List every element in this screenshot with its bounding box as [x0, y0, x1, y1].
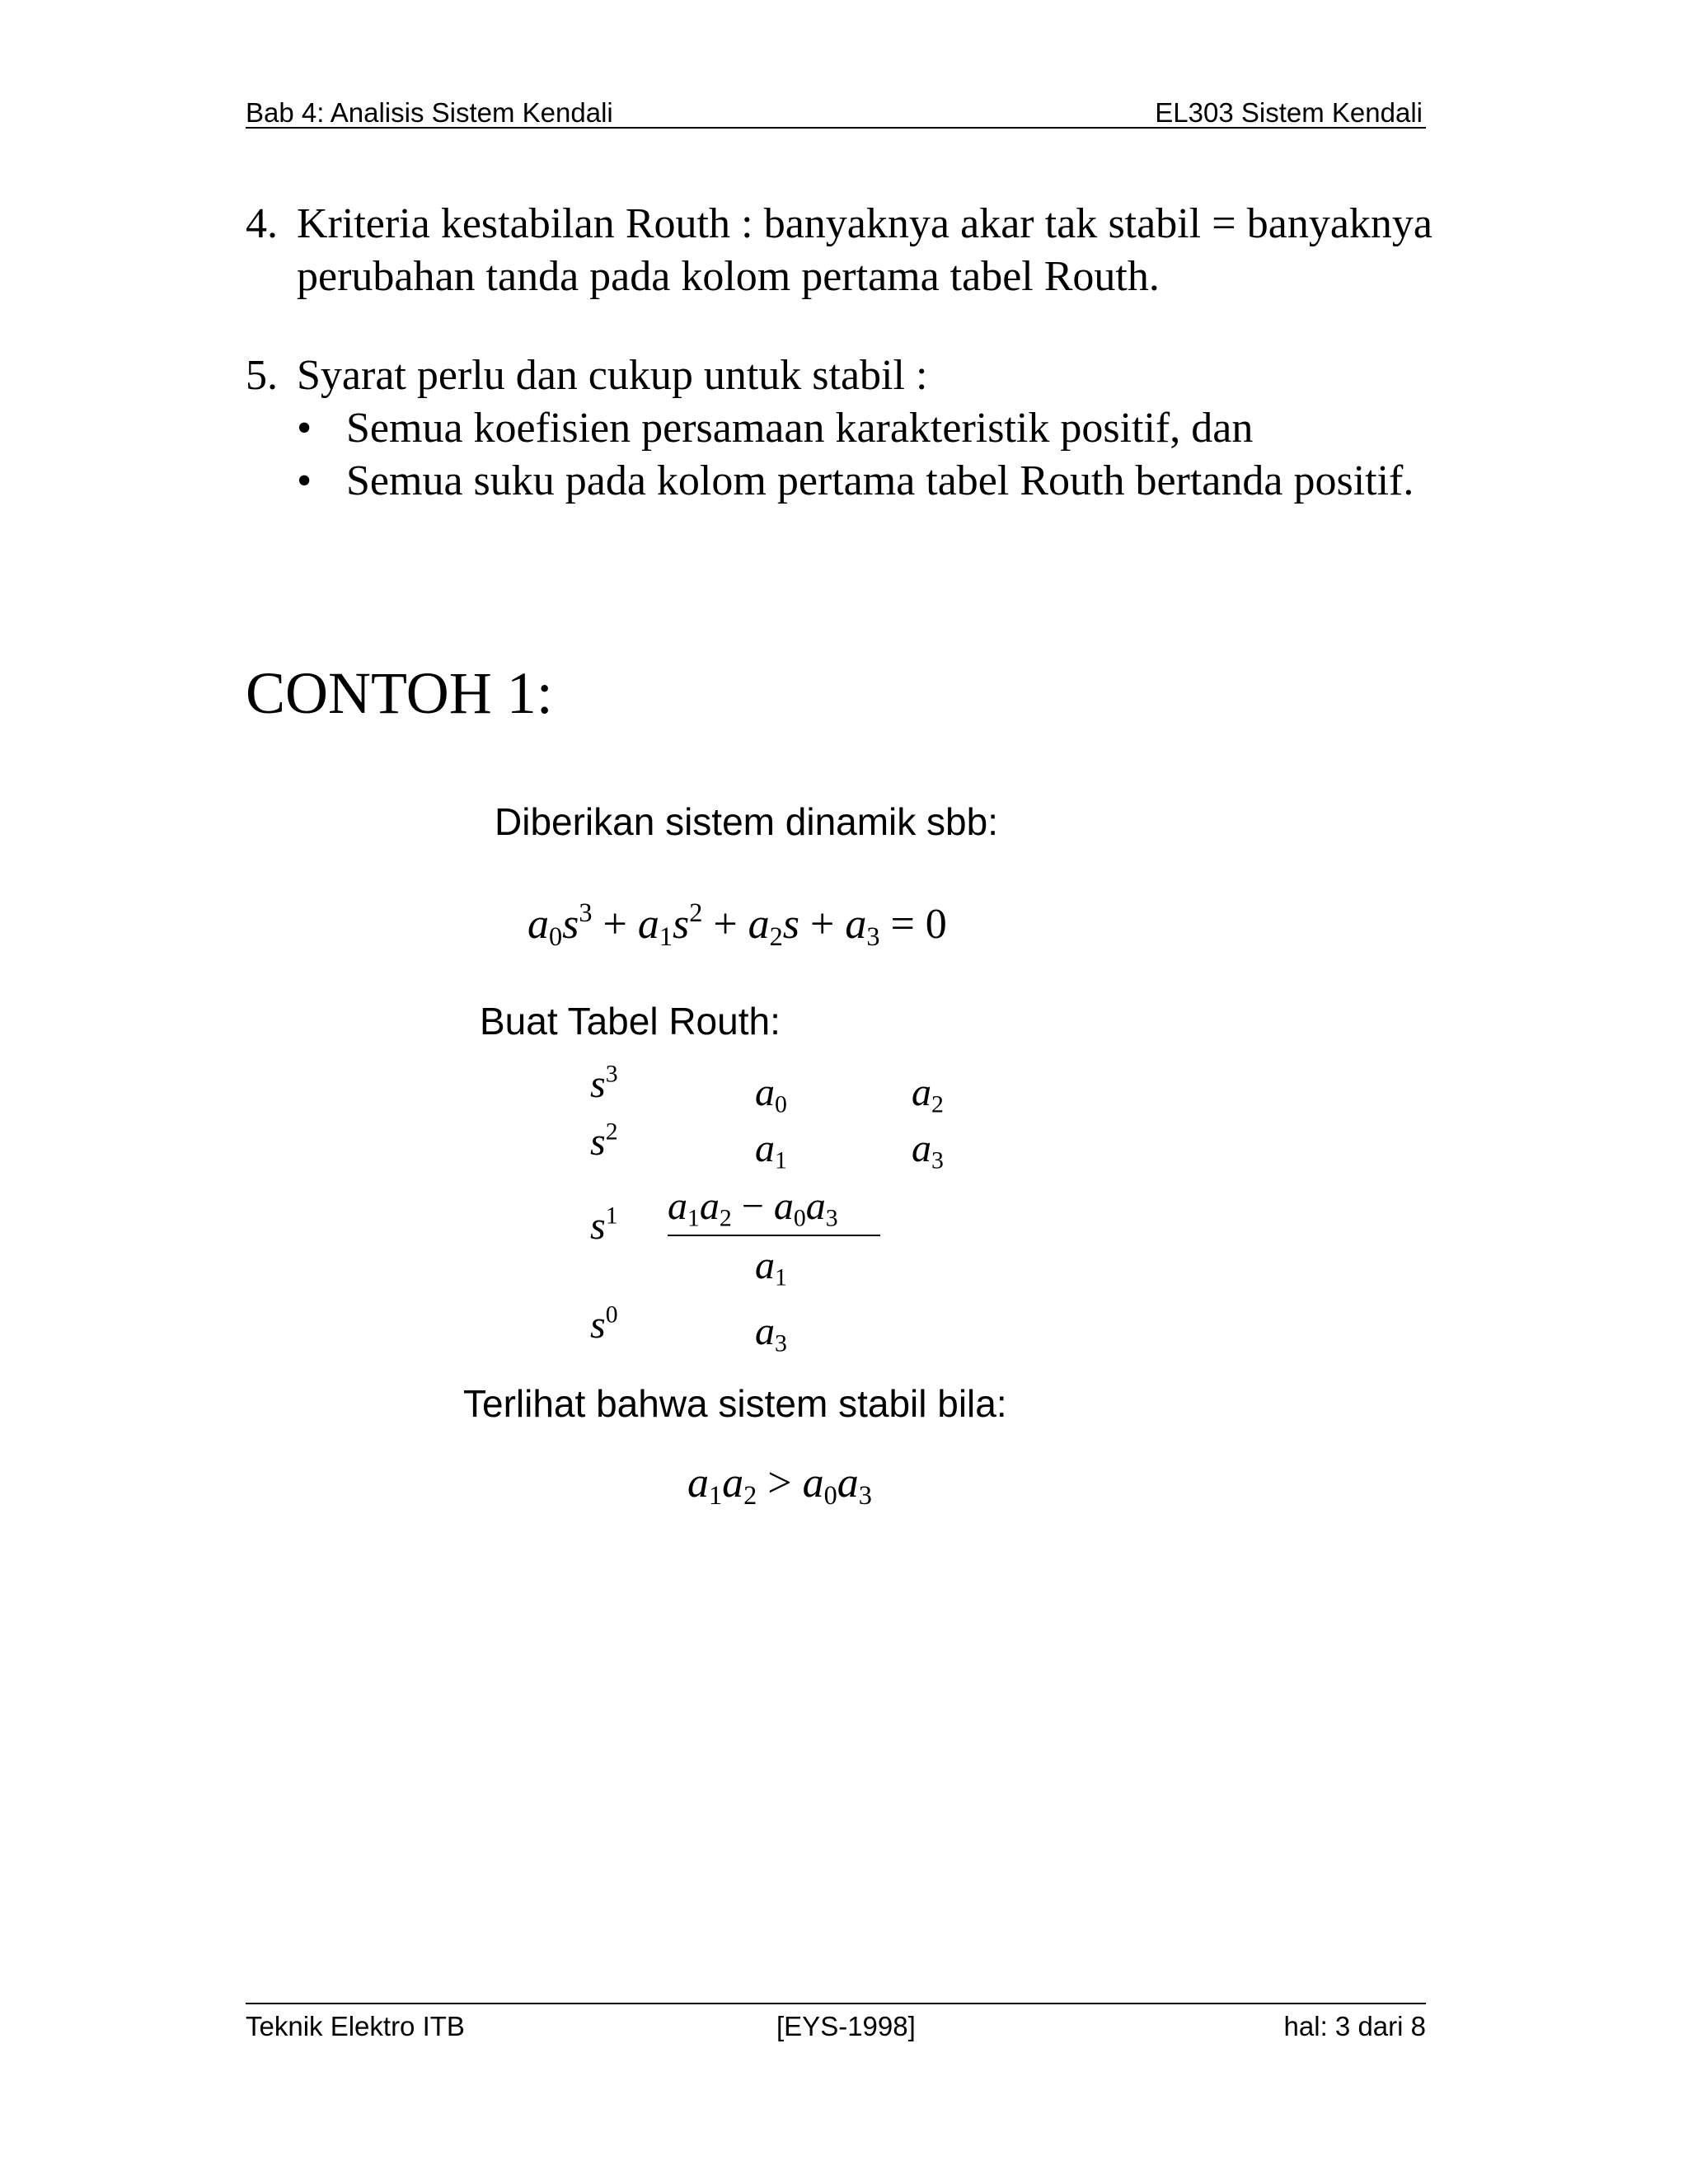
- footer-rule: [246, 2003, 1426, 2004]
- header-chapter: Bab 4: Analisis Sistem Kendali: [246, 97, 613, 128]
- example-heading: CONTOH 1:: [246, 660, 553, 726]
- list-item-text: Kriteria kestabilan Routh : banyaknya akar tak stabil = banyaknya perubahan tanda pada kolom pertama tabel Routh.: [297, 200, 1432, 300]
- footer-page-number: hal: 3 dari 8: [1283, 2011, 1426, 2041]
- footer-institution: Teknik Elektro ITB: [246, 2011, 465, 2041]
- routh-row-label-s2: $s^2$: [590, 1118, 618, 1164]
- list-item-number: 5.: [246, 352, 278, 399]
- bullet-item: [297, 402, 1432, 455]
- routh-cell-a3: $a_3$: [912, 1127, 944, 1174]
- routh-cell-a1: $a_1$: [755, 1127, 787, 1174]
- example-intro: Diberikan sistem dinamik sbb:: [495, 800, 999, 843]
- example-conclusion: Terlihat bahwa sistem stabil bila:: [463, 1382, 1007, 1425]
- routh-fraction-line: [668, 1235, 880, 1236]
- footer-code: [EYS-1998]: [776, 2011, 916, 2041]
- list-item-4: [246, 198, 1432, 303]
- characteristic-equation: $a_0s^3 + a_1s^2 + a_2s + a_3 = 0$: [528, 898, 947, 952]
- routh-row-label-s3: $s^3$: [590, 1060, 618, 1106]
- routh-fraction-numerator: $a_1a_2 - a_0a_3$: [668, 1184, 838, 1232]
- routh-cell-a2: $a_2$: [912, 1071, 944, 1118]
- bullet-item: [297, 455, 1432, 560]
- equation-rhs: = 0: [890, 901, 947, 948]
- inequality-operator: >: [767, 1460, 792, 1507]
- bullet-icon: •: [297, 457, 312, 504]
- routh-cell-a0: $a_0$: [755, 1071, 787, 1118]
- bullet-text: Semua koefisien persamaan karakteristik positif, dan: [346, 405, 1254, 452]
- list-item-number: 4.: [246, 200, 278, 247]
- routh-row-label-s1: $s^1$: [590, 1202, 618, 1248]
- list-item-5: [246, 349, 1432, 402]
- header-course: EL303 Sistem Kendali: [1155, 97, 1423, 128]
- stability-inequality: $a_1a_2 > a_0a_3$: [687, 1460, 872, 1511]
- routh-cell-a3: $a_3$: [755, 1310, 787, 1357]
- bullet-text: Semua suku pada kolom pertama tabel Routh bertanda positif.: [346, 457, 1414, 504]
- routh-row-label-s0: $s^0$: [590, 1301, 618, 1347]
- routh-fraction-denominator: $a_1$: [755, 1244, 787, 1291]
- routh-table-label: Buat Tabel Routh:: [480, 1000, 781, 1043]
- bullet-icon: •: [297, 405, 312, 452]
- list-item-text: Syarat perlu dan cukup untuk stabil :: [297, 352, 928, 399]
- header-rule: [246, 127, 1426, 129]
